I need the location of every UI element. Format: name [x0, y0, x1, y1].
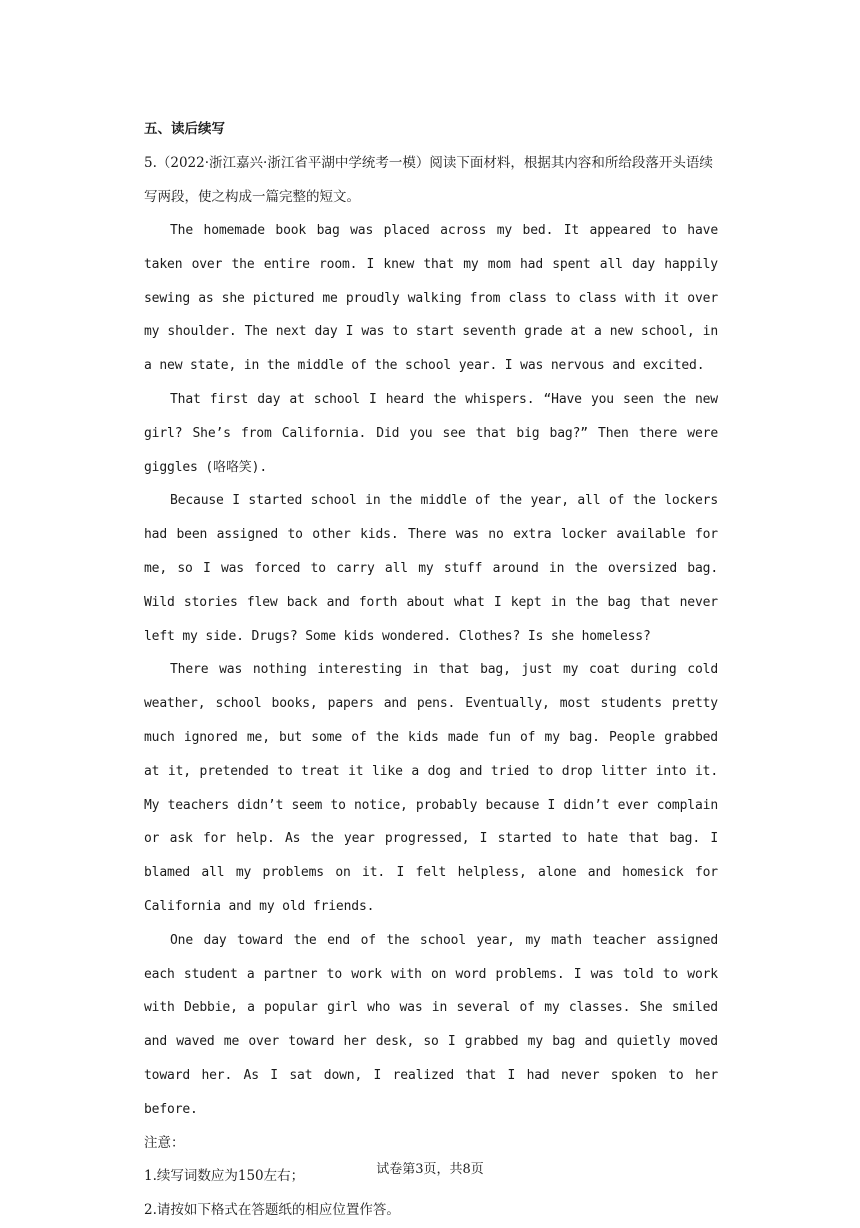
reading-passage [144, 214, 718, 1127]
exam-page [144, 112, 718, 1228]
notes-heading: 注意： [144, 1134, 185, 1151]
page-footer: 试卷第3页，共8页 [376, 1162, 484, 1177]
passage-paragraph-5: One day toward the end of the school year, my math teacher assigned each student a partner to work with on word problems. I was told to work with Debbie, a popular girl who was in several of my classes. She smiled and waved me over toward her desk, so I grabbed my bag and quietly moved toward her. As I sat down, I realized that I had never spoken to her before. [144, 932, 718, 1117]
passage-paragraph-4: There was nothing interesting in that bag, just my coat during cold weather, school books, papers and pens. Eventually, most students pretty much ignored me, but some of the kids made fun of my bag. People grabbed at it, pretended to treat it like a dog and tried to drop litter into it. My teachers didn’t seem to notice, probably because I didn’t ever complain or ask for help. As the year progressed, I started to hate that bag. I blamed all my problems on it. I felt helpless, alone and homesick for California and my old friends. [144, 662, 718, 914]
note-item-2: 2.请按如下格式在答题纸的相应位置作答。 [144, 1202, 400, 1219]
note-item-1: 1.续写词数应为150左右； [144, 1168, 305, 1185]
passage-paragraph-2: That first day at school I heard the whispers. “Have you seen the new girl? She’s from California. Did you see that big bag?” Then there were giggles (咯咯笑). [144, 391, 718, 475]
passage-paragraph-1: The homemade book bag was placed across my bed. It appeared to have taken over the entire room. I knew that my mom had spent all day happily sewing as she pictured me proudly walking from class to class with it over my shoulder. The next day I was to start seventh grade at a new school, in a new state, in the middle of the school year. I was nervous and excited. [144, 223, 718, 374]
passage-paragraph-3: Because I started school in the middle of the year, all of the lockers had been assigned to other kids. There was no extra locker available for me, so I was forced to carry all my stuff around in the oversized bag. Wild stories flew back and forth about what I kept in the bag that never left my side. Drugs? Some kids wondered. Clothes? Is she homeless? [144, 493, 718, 644]
notes-section [144, 1127, 718, 1228]
section-title: 五、读后续写 [144, 121, 225, 137]
question-stem: 5.（2022·浙江嘉兴·浙江省平湖中学统考一模）阅读下面材料，根据其内容和所给段落开头语续写两段，使之构成一篇完整的短文。 [144, 155, 713, 205]
